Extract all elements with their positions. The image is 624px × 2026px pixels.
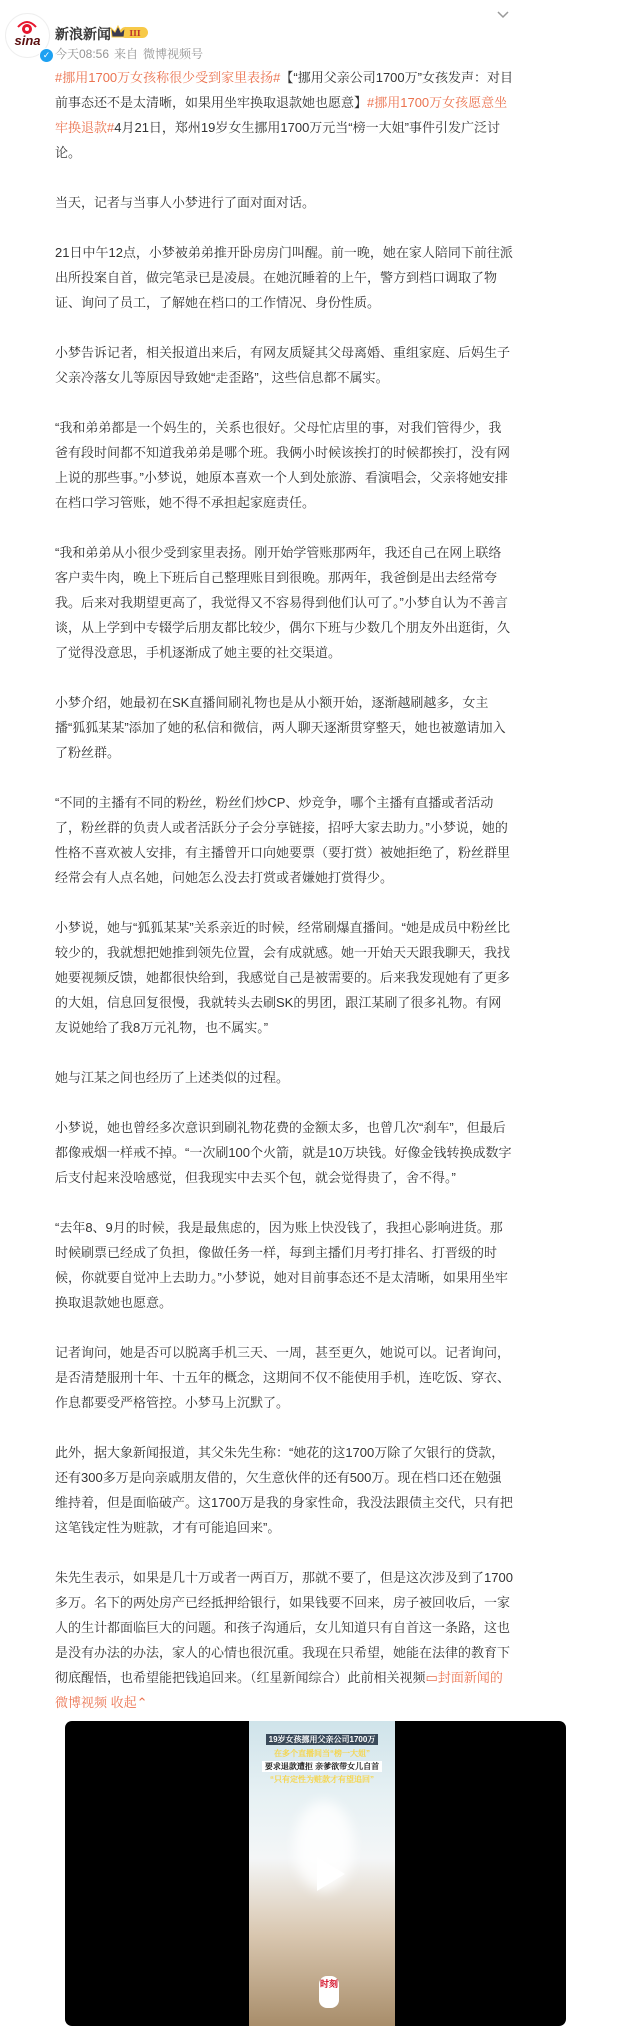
- video-link-icon: ▭: [425, 1670, 438, 1685]
- video-player[interactable]: [65, 1721, 566, 2026]
- more-options-chevron-icon[interactable]: [495, 6, 511, 27]
- collapse-button[interactable]: 收起⌃: [110, 1695, 148, 1710]
- paragraph: “我和弟弟都是一个妈生的，关系也很好。父母忙店里的事，对我们管得少，我爸有段时间都不知道我弟弟是哪个班。我俩小时候该挨打的时候都挨打，没有网上说的那些事。”小梦说，她原本喜欢一个人到处旅游、看演唱会，父亲将她安排在档口学习管账，她不得不承担起家庭责任。: [55, 420, 511, 510]
- svg-text:III: III: [129, 28, 141, 38]
- paragraph: 小梦介绍，她最初在SK直播间刷礼物也是从小额开始，逐渐越刷越多，女主播“狐狐某某”添加了她的私信和微信，两人聊天逐渐贯穿整天，她也被邀请加入了粉丝群。: [55, 695, 506, 760]
- paragraph: #挪用1700万女孩称很少受到家里表扬#【“挪用父亲公司1700万”女孩发声：对目前事态还不是太清晰，如果用坐牢换取退款她也愿意】#挪用1700万女孩愿意坐牢换退款#4月21日，郑州19岁女生挪用1700万元当“榜一大姐”事件引发广泛讨论。: [55, 70, 513, 160]
- author-avatar[interactable]: [5, 13, 50, 58]
- video-caption: 在多个直播间当“榜一大姐”: [274, 1749, 370, 1758]
- video-link[interactable]: ▭封面新闻的微博视频: [55, 1670, 503, 1710]
- hashtag-link[interactable]: #挪用1700万女孩愿意坐牢换退款#: [55, 95, 508, 135]
- paragraph: “我和弟弟从小很少受到家里表扬。刚开始学管账那两年，我还自己在网上联络客户卖牛肉，晚上下班后自己整理账目到很晚。那两年，我爸倒是出去经常夸我。后来对我期望更高了，我觉得又不容易得到他们认可了。”小梦自认为不善言谈，从上学到中专辍学后朋友都比较少，偶尔下班与少数几个朋友外出逛街，久了觉得没意思，手机逐渐成了她主要的社交渠道。: [55, 545, 511, 660]
- paragraph: “不同的主播有不同的粉丝，粉丝们炒CP、炒竞争，哪个主播有直播或者活动了，粉丝群的负责人或者活跃分子会分享链接，招呼大家去助力。”小梦说，她的性格不喜欢被人安排，有主播曾开口向她要票（要打赏）被她拒绝了，粉丝群里经常会有人点名她，问她怎么没去打赏或者嫌她打赏得少。: [55, 795, 511, 885]
- video-caption: 要求退款遭拒 亲爹欲带女儿自首: [262, 1761, 382, 1772]
- paragraph: 朱先生表示，如果是几十万或者一两百万，那就不要了，但是这次涉及到了1700多万。名下的两处房产已经抵押给银行，如果钱要不回来，房子被回收后，一家人的生计都面临巨大的问题。和孩子沟通后，女儿知道只有自首这一条路，这也是没有办法的办法，家人的心情也很沉重。我现在只希望，她能在法律的教育下彻底醒悟，也希望能把钱追回来。（红星新闻综合）此前相关视频▭封面新闻的微博视频 收起⌃: [55, 1570, 513, 1710]
- author-name[interactable]: 新浪新闻: [55, 26, 111, 42]
- paragraph: 小梦告诉记者，相关报道出来后，有网友质疑其父母离婚、重组家庭、后妈生子父亲冷落女儿等原因导致她“走歪路”，这些信息都不属实。: [55, 345, 511, 385]
- play-icon[interactable]: [317, 1857, 345, 1891]
- video-caption: “只有定性为赃款才有望追回”: [270, 1775, 374, 1784]
- source-prefix: 来自: [114, 47, 139, 61]
- svg-text:sina: sina: [14, 33, 41, 48]
- paragraph: 记者询问，她是否可以脱离手机三天、一周，甚至更久，她说可以。记者询问，是否清楚服刑十年、十五年的概念，这期间不仅不能使用手机，连吃饭、穿衣、作息都要受严格管控。小梦马上沉默了。: [55, 1345, 511, 1410]
- post-content: [55, 65, 513, 2026]
- post-time[interactable]: 今天08:56: [55, 47, 110, 61]
- paragraph: 小梦说，她也曾经多次意识到刷礼物花费的金额太多，也曾几次“刹车”，但最后都像戒烟一样戒不掉。“一次刷100个火箭，就是10万块钱。好像金钱转换成数字后支付起来没啥感觉，但我现实中去买个包，就会觉得贵了，舍不得。”: [55, 1120, 512, 1185]
- paragraph: 此外，据大象新闻报道，其父朱先生称：“她花的这1700万除了欠银行的贷款，还有300多万是向亲戚朋友借的，欠生意伙伴的还有500万。现在档口还在勉强维持着，但是面临破产。这1700万是我的身家性命，我没法跟债主交代，只有把这笔钱定性为赃款，才有可能追回来”。: [55, 1445, 513, 1535]
- verified-badge-icon: ✓: [39, 48, 54, 63]
- paragraph: 她与江某之间也经历了上述类似的过程。: [55, 1070, 290, 1085]
- membership-crown-icon: [110, 25, 150, 44]
- video-watermark: 时刻: [319, 1976, 339, 2008]
- paragraph: 当天，记者与当事人小梦进行了面对面对话。: [55, 195, 316, 210]
- paragraph: 小梦说，她与“狐狐某某”关系亲近的时候，经常刷爆直播间。“她是成员中粉丝比较少的，我就想把她推到领先位置，会有成就感。她一开始天天跟我聊天，我找她要视频反馈，她都很快给到，我感觉自己是被需要的。后来我发现她有了更多的大姐，信息回复很慢，我就转头去刷SK的男团，跟江某刷了很多礼物。有网友说她给了我8万元礼物，也不属实。”: [55, 920, 511, 1035]
- video-caption: 19岁女孩挪用父亲公司1700万: [266, 1734, 379, 1745]
- post-meta: [55, 45, 208, 62]
- hashtag-link[interactable]: #挪用1700万女孩称很少受到家里表扬#: [55, 70, 281, 85]
- paragraph: “去年8、9月的时候，我是最焦虑的，因为账上快没钱了，我担心影响进货。那时候刷票已经成了负担，像做任务一样，每到主播们月考打排名、打晋级的时候，你就要自觉冲上去助力。”小梦说，她对目前事态还不是太清晰，如果用坐牢换取退款她也愿意。: [55, 1220, 508, 1310]
- post-source[interactable]: 微博视频号: [143, 47, 204, 61]
- paragraph: 21日中午12点，小梦被弟弟推开卧房房门叫醒。前一晚，她在家人陪同下前往派出所投案自首，做完笔录已是凌晨。在她沉睡着的上午，警方到档口调取了物证、询问了员工，了解她在档口的工作情况、身份性质。: [55, 245, 513, 310]
- chevron-up-icon: ⌃: [136, 1695, 148, 1710]
